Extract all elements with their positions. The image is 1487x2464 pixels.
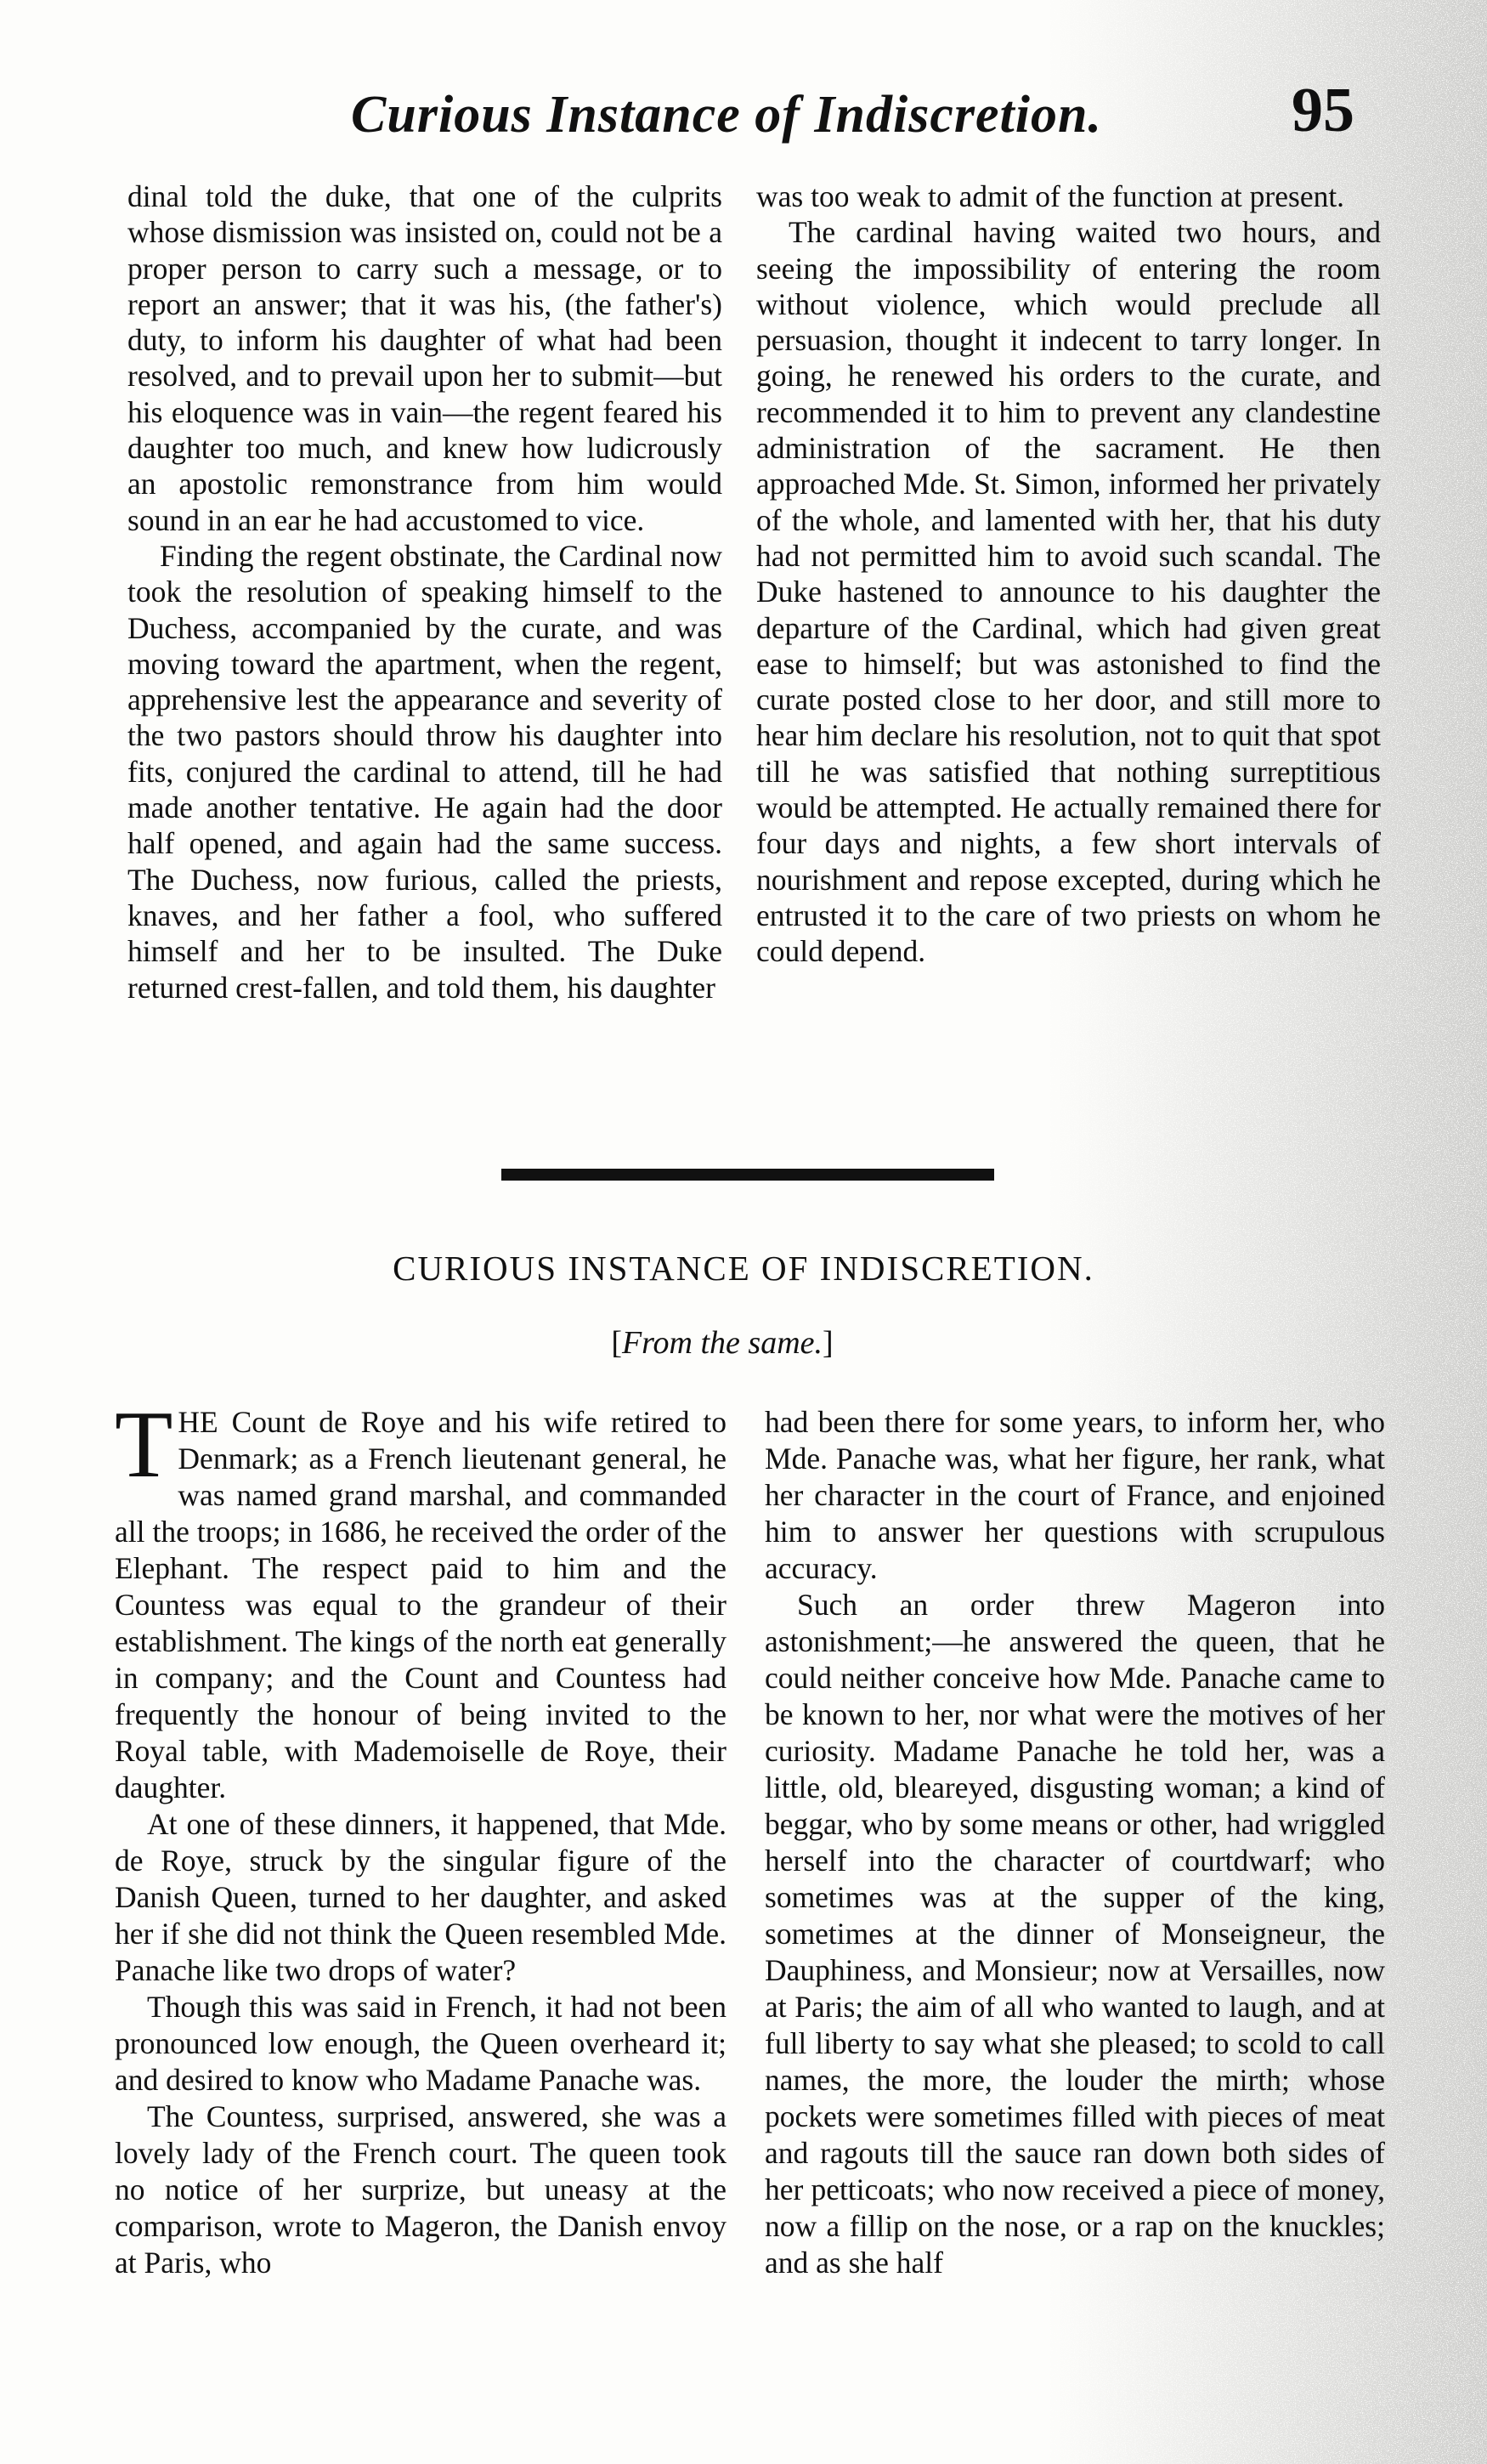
running-title: Curious Instance of Indiscretion. [351, 86, 1102, 144]
paragraph [115, 1392, 727, 1806]
paragraph: The Countess, surprised, answered, she was a lovely lady of the French court. The queen took no notice of her surprize, but uneasy at the comparison, wrote to Mageron, the Danish envoy at Paris, who [115, 2099, 727, 2280]
paragraph: was too weak to admit of the function at present. [756, 179, 1345, 213]
source-text: From the same. [621, 1325, 823, 1361]
paragraph: Though this was said in French, it had not been pronounced low enough, the Queen overheard it; and desired to know who Madame Panache was. [115, 1990, 727, 2097]
article-title: CURIOUS INSTANCE OF INDISCRETION. [393, 1249, 1094, 1288]
page-number: 95 [1292, 76, 1354, 145]
paragraph: The cardinal having waited two hours, and seeing the impossibility of entering the room without violence, which would preclude all persuasion, thought it indecent to tarry longer. In going, he renewed his orders to the curate, and recommended it to him to prevent any clandestine administration of the sacrament. He then approached Mde. St. Simon, informed her privately of the whole, and lamented with her, that his duty had not permitted him to avoid such scandal. The Duke hastened to announce to his daughter the departure of the Cardinal, which had given great ease to himself; but was astonished to find the curate posted close to her door, and still more to hear him declare his resolution, not to quit that spot till he was satisfied that nothing surreptitious would be attempted. He actually remained there for four days and nights, a few short intervals of nourishment and repose excepted, during which he entrusted it to the care of two priests on whom he could depend. [756, 215, 1381, 969]
paragraph: dinal told the duke, that one of the culprits whose dismission was insisted on, could not be a proper person to carry such a message, or to report an answer; that it was his, (the father's) duty, to inform his daughter of what had been resolved, and to prevail upon her to submit—but his eloquence was in vain—the regent feared his daughter too much, and knew how ludicrously an apostolic remonstrance from him would sound in an ear he had accustomed to vice. [127, 179, 722, 537]
paragraph: At one of these dinners, it happened, that Mde. de Roye, struck by the singular figure of the Danish Queen, turned to her daughter, and asked her if she did not think the Queen resembled Mde. Panache like two drops of water? [115, 1807, 727, 1987]
article-left-column [115, 1392, 727, 2281]
paragraph-text: HE Count de Roye and his wife retired to Denmark; as a French lieutenant general, he was named grand marshal, and commanded all the troops; in 1686, he received the order of the Elephant. The respect paid to him and the Countess was equal to the grandeur of their establishment. The kings of the north eat generally in company; and the Count and Countess had frequently the honour of being invited to the Royal table, with Mademoiselle de Roye, their daughter. [115, 1405, 727, 1804]
source-open-bracket: [ [611, 1325, 622, 1361]
article-source [425, 1324, 1020, 1362]
paragraph: Finding the regent obstinate, the Cardinal now took the resolution of speaking himself to the Duchess, accompanied by the curate, and was moving toward the apartment, when the regent, apprehensive lest the appearance and severity of the two pastors should throw his daughter into fits, conjured the cardinal to attend, till he had made another tentative. He again had the door half opened, and again had the same success. The Duchess, now furious, called the priests, knaves, and her father a fool, who suffered himself and her to be insulted. The Duke returned crest-fallen, and told them, his daughter [127, 538, 722, 1005]
drop-cap: T [115, 1392, 173, 1498]
source-close-bracket: ] [823, 1325, 834, 1361]
article-right-column [765, 1404, 1385, 2281]
top-right-column [756, 178, 1381, 970]
top-left-column [127, 178, 722, 1005]
paragraph: had been there for some years, to inform her, who Mde. Panache was, what her figure, her rank, what her character in the court of France, and enjoined him to answer her questions with scrupulous accuracy. [765, 1405, 1385, 1585]
section-divider-rule [501, 1169, 994, 1181]
paragraph: Such an order threw Mageron into astonishment;—he answered the queen, that he could neither conceive how Mde. Panache came to be known to her, nor what were the motives of her curiosity. Madame Panache he told her, was a little, old, bleareyed, disgusting woman; a kind of beggar, who by some means or other, had wriggled herself into the character of courtdwarf; who sometimes was at the supper of the king, sometimes at the dinner of Monseigneur, the Dauphiness, and Monsieur; now at Versailles, now at Paris; the aim of all who wanted to laugh, and at full liberty to say what she pleased; to scold to call names, the more, the louder the mirth; whose pockets were sometimes filled with pieces of meat and ragouts till the sauce ran down both sides of her petticoats; who now received a piece of money, now a fillip on the nose, or a rap on the knuckles; and as she half [765, 1588, 1385, 2280]
